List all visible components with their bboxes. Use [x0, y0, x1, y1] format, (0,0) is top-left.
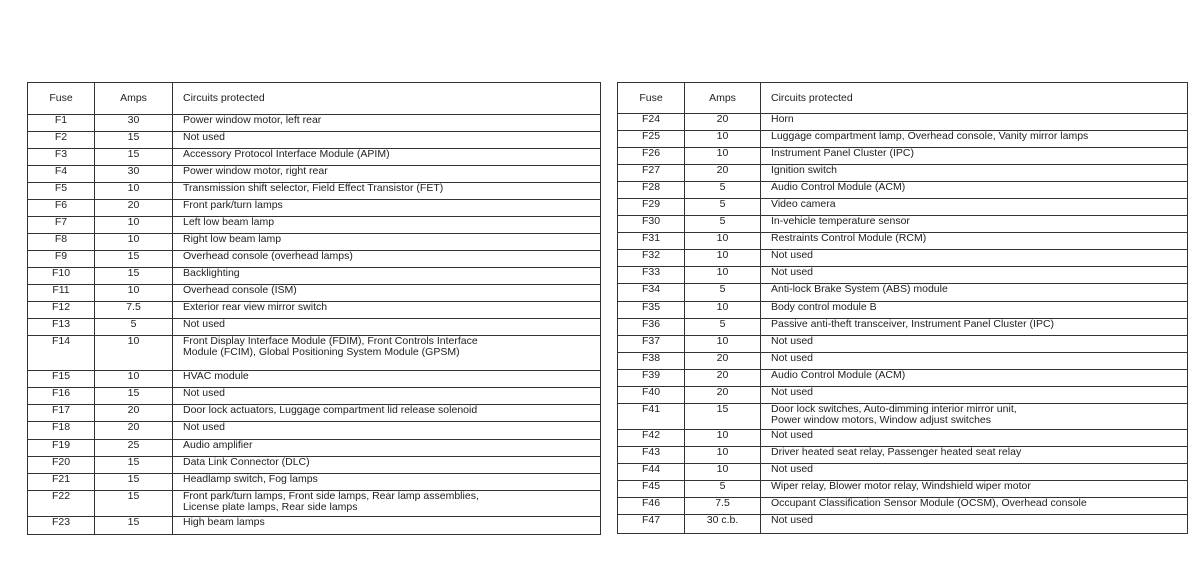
circuits-cell: Door lock switches, Auto-dimming interior mirror unit, Power window motors, Window adjust switches: [761, 404, 1188, 430]
fuse-column-header: Fuse: [618, 83, 685, 114]
table-row: [618, 284, 1188, 302]
table-row: [618, 430, 1188, 447]
amps-cell: 10: [95, 285, 173, 302]
table-row: [28, 405, 601, 422]
table-row: [618, 182, 1188, 199]
fuse-cell: F34: [618, 284, 685, 302]
circuits-cell: Not used: [761, 515, 1188, 534]
fuse-cell: F2: [28, 132, 95, 149]
amps-cell: 10: [685, 267, 761, 284]
fuse-cell: F33: [618, 267, 685, 284]
amps-cell: 10: [685, 464, 761, 481]
amps-cell: 30 c.b.: [685, 515, 761, 534]
table-row: [28, 457, 601, 474]
circuits-cell: Power window motor, right rear: [173, 166, 601, 183]
circuits-cell: Not used: [173, 319, 601, 336]
fuse-cell: F22: [28, 491, 95, 517]
amps-cell: 5: [685, 319, 761, 336]
table-row: [28, 517, 601, 535]
amps-column-header: Amps: [685, 83, 761, 114]
circuits-cell: Luggage compartment lamp, Overhead console, Vanity mirror lamps: [761, 131, 1188, 148]
circuits-cell: Not used: [173, 388, 601, 405]
circuits-cell: Right low beam lamp: [173, 234, 601, 251]
circuits-cell: High beam lamps: [173, 517, 601, 535]
amps-cell: 15: [685, 404, 761, 430]
amps-cell: 25: [95, 440, 173, 457]
fuse-table-right: [617, 82, 1188, 534]
fuse-table-left: [27, 82, 601, 535]
amps-cell: 10: [685, 430, 761, 447]
fuse-cell: F8: [28, 234, 95, 251]
circuits-cell: Headlamp switch, Fog lamps: [173, 474, 601, 491]
circuits-column-header: Circuits protected: [761, 83, 1188, 114]
fuse-cell: F29: [618, 199, 685, 216]
circuits-column-header: Circuits protected: [173, 83, 601, 115]
amps-cell: 20: [685, 387, 761, 404]
fuse-cell: F6: [28, 200, 95, 217]
table-row: [618, 131, 1188, 148]
amps-cell: 7.5: [685, 498, 761, 515]
fuse-cell: F16: [28, 388, 95, 405]
table-row: [618, 370, 1188, 387]
fuse-cell: F30: [618, 216, 685, 233]
fuse-cell: F15: [28, 371, 95, 388]
fuse-cell: F44: [618, 464, 685, 481]
table-row: [28, 440, 601, 457]
circuits-cell: Restraints Control Module (RCM): [761, 233, 1188, 250]
table-row: [618, 464, 1188, 481]
circuits-cell: Power window motor, left rear: [173, 115, 601, 132]
amps-cell: 5: [685, 284, 761, 302]
circuits-cell: Overhead console (overhead lamps): [173, 251, 601, 268]
amps-cell: 20: [685, 370, 761, 387]
amps-cell: 5: [685, 481, 761, 498]
fuse-cell: F24: [618, 114, 685, 131]
circuits-cell: Backlighting: [173, 268, 601, 285]
table-row: [28, 371, 601, 388]
table-row: [618, 387, 1188, 404]
fuse-cell: F37: [618, 336, 685, 353]
amps-cell: 20: [685, 165, 761, 182]
circuits-cell: Audio Control Module (ACM): [761, 370, 1188, 387]
table-row: [28, 491, 601, 517]
amps-cell: 20: [685, 353, 761, 370]
fuse-cell: F43: [618, 447, 685, 464]
table-row: [618, 515, 1188, 534]
amps-cell: 10: [685, 302, 761, 319]
fuse-cell: F4: [28, 166, 95, 183]
circuits-cell: Front park/turn lamps, Front side lamps, Rear lamp assemblies, License plate lamps, Rear side lamps: [173, 491, 601, 517]
amps-cell: 20: [95, 405, 173, 422]
table-row: [28, 132, 601, 149]
circuits-cell: Not used: [173, 422, 601, 440]
fuse-cell: F28: [618, 182, 685, 199]
table-row: [618, 481, 1188, 498]
circuits-cell: Not used: [761, 250, 1188, 267]
table-row: [28, 285, 601, 302]
table-row: [618, 216, 1188, 233]
fuse-cell: F39: [618, 370, 685, 387]
circuits-cell: Front Display Interface Module (FDIM), Front Controls Interface Module (FCIM), Global Positioning System Module (GPSM): [173, 336, 601, 371]
amps-cell: 10: [685, 233, 761, 250]
amps-cell: 5: [685, 216, 761, 233]
amps-cell: 30: [95, 115, 173, 132]
circuits-cell: Horn: [761, 114, 1188, 131]
amps-cell: 10: [685, 250, 761, 267]
fuse-cell: F19: [28, 440, 95, 457]
circuits-cell: In-vehicle temperature sensor: [761, 216, 1188, 233]
table-row: [618, 250, 1188, 267]
fuse-cell: F23: [28, 517, 95, 535]
table-row: [28, 217, 601, 234]
amps-column-header: Amps: [95, 83, 173, 115]
amps-cell: 20: [95, 422, 173, 440]
fuse-cell: F26: [618, 148, 685, 165]
amps-cell: 15: [95, 517, 173, 535]
circuits-cell: Ignition switch: [761, 165, 1188, 182]
table-row: [618, 148, 1188, 165]
table-row: [28, 474, 601, 491]
amps-cell: 15: [95, 457, 173, 474]
amps-cell: 15: [95, 474, 173, 491]
fuse-cell: F18: [28, 422, 95, 440]
amps-cell: 5: [685, 182, 761, 199]
amps-cell: 10: [685, 336, 761, 353]
fuse-cell: F10: [28, 268, 95, 285]
table-row: [618, 114, 1188, 131]
fuse-cell: F1: [28, 115, 95, 132]
amps-cell: 10: [95, 371, 173, 388]
table-row: [618, 199, 1188, 216]
fuse-cell: F47: [618, 515, 685, 534]
circuits-cell: Not used: [761, 267, 1188, 284]
circuits-cell: Not used: [761, 336, 1188, 353]
table-row: [28, 200, 601, 217]
amps-cell: 10: [685, 131, 761, 148]
circuits-cell: HVAC module: [173, 371, 601, 388]
amps-cell: 30: [95, 166, 173, 183]
fuse-cell: F42: [618, 430, 685, 447]
amps-cell: 10: [95, 336, 173, 371]
fuse-cell: F27: [618, 165, 685, 182]
fuse-column-header: Fuse: [28, 83, 95, 115]
table-row: [28, 183, 601, 200]
circuits-cell: Data Link Connector (DLC): [173, 457, 601, 474]
fuse-cell: F11: [28, 285, 95, 302]
circuits-cell: Overhead console (ISM): [173, 285, 601, 302]
amps-cell: 15: [95, 149, 173, 166]
fuse-cell: F17: [28, 405, 95, 422]
circuits-cell: Front park/turn lamps: [173, 200, 601, 217]
fuse-cell: F38: [618, 353, 685, 370]
amps-cell: 20: [95, 200, 173, 217]
table-row: [618, 319, 1188, 336]
amps-cell: 15: [95, 388, 173, 405]
right-table-body: [618, 114, 1188, 534]
circuits-cell: Instrument Panel Cluster (IPC): [761, 148, 1188, 165]
circuits-cell: Audio amplifier: [173, 440, 601, 457]
amps-cell: 10: [95, 217, 173, 234]
circuits-cell: Anti-lock Brake System (ABS) module: [761, 284, 1188, 302]
amps-cell: 20: [685, 114, 761, 131]
table-row: [618, 336, 1188, 353]
amps-cell: 15: [95, 491, 173, 517]
fuse-cell: F3: [28, 149, 95, 166]
table-row: [618, 233, 1188, 250]
table-header-row: [618, 83, 1188, 114]
fuse-cell: F31: [618, 233, 685, 250]
table-row: [28, 302, 601, 319]
fuse-cell: F40: [618, 387, 685, 404]
circuits-cell: Accessory Protocol Interface Module (APIM): [173, 149, 601, 166]
amps-cell: 5: [95, 319, 173, 336]
circuits-cell: Not used: [173, 132, 601, 149]
left-table-body: [28, 115, 601, 535]
fuse-cell: F36: [618, 319, 685, 336]
table-row: [28, 251, 601, 268]
fuse-cell: F46: [618, 498, 685, 515]
fuse-cell: F32: [618, 250, 685, 267]
circuits-cell: Exterior rear view mirror switch: [173, 302, 601, 319]
table-row: [618, 498, 1188, 515]
table-row: [618, 353, 1188, 370]
circuits-cell: Driver heated seat relay, Passenger heated seat relay: [761, 447, 1188, 464]
fuse-cell: F14: [28, 336, 95, 371]
table-row: [28, 115, 601, 132]
circuits-cell: Not used: [761, 353, 1188, 370]
table-row: [618, 165, 1188, 182]
table-row: [28, 319, 601, 336]
circuits-cell: Passive anti-theft transceiver, Instrument Panel Cluster (IPC): [761, 319, 1188, 336]
circuits-cell: Not used: [761, 387, 1188, 404]
circuits-cell: Wiper relay, Blower motor relay, Windshield wiper motor: [761, 481, 1188, 498]
circuits-cell: Transmission shift selector, Field Effect Transistor (FET): [173, 183, 601, 200]
fuse-cell: F35: [618, 302, 685, 319]
amps-cell: 10: [95, 234, 173, 251]
table-header-row: [28, 83, 601, 115]
amps-cell: 15: [95, 251, 173, 268]
table-row: [28, 234, 601, 251]
table-row: [28, 268, 601, 285]
fuse-cell: F25: [618, 131, 685, 148]
fuse-cell: F9: [28, 251, 95, 268]
table-row: [28, 422, 601, 440]
fuse-cell: F5: [28, 183, 95, 200]
circuits-cell: Not used: [761, 464, 1188, 481]
fuse-cell: F12: [28, 302, 95, 319]
table-row: [618, 447, 1188, 464]
fuse-cell: F21: [28, 474, 95, 491]
circuits-cell: Audio Control Module (ACM): [761, 182, 1188, 199]
amps-cell: 7.5: [95, 302, 173, 319]
amps-cell: 15: [95, 132, 173, 149]
amps-cell: 15: [95, 268, 173, 285]
circuits-cell: Video camera: [761, 199, 1188, 216]
circuits-cell: Not used: [761, 430, 1188, 447]
table-row: [28, 166, 601, 183]
circuits-cell: Body control module B: [761, 302, 1188, 319]
circuits-cell: Door lock actuators, Luggage compartment lid release solenoid: [173, 405, 601, 422]
fuse-cell: F13: [28, 319, 95, 336]
table-row: [28, 336, 601, 371]
amps-cell: 10: [685, 148, 761, 165]
fuse-cell: F41: [618, 404, 685, 430]
fuse-cell: F7: [28, 217, 95, 234]
table-row: [618, 404, 1188, 430]
fuse-cell: F45: [618, 481, 685, 498]
amps-cell: 10: [95, 183, 173, 200]
amps-cell: 10: [685, 447, 761, 464]
circuits-cell: Left low beam lamp: [173, 217, 601, 234]
fuse-cell: F20: [28, 457, 95, 474]
circuits-cell: Occupant Classification Sensor Module (OCSM), Overhead console: [761, 498, 1188, 515]
table-row: [618, 267, 1188, 284]
amps-cell: 5: [685, 199, 761, 216]
table-row: [28, 388, 601, 405]
table-row: [28, 149, 601, 166]
table-row: [618, 302, 1188, 319]
